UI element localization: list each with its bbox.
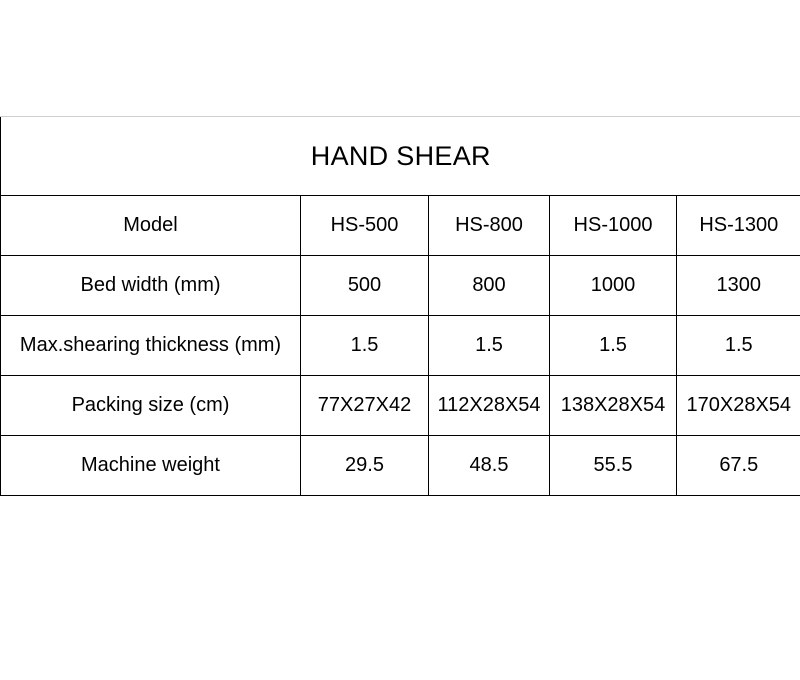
table-cell: 1000: [550, 256, 677, 316]
table-row-machine-weight: [1, 436, 800, 496]
table-cell: HS-1000: [550, 196, 677, 256]
spec-table: [0, 116, 800, 496]
title-row: [1, 117, 800, 196]
table-cell: 800: [429, 256, 550, 316]
table-row-packing-size: [1, 376, 800, 436]
table-cell: 1.5: [301, 316, 429, 376]
table-cell: 48.5: [429, 436, 550, 496]
row-label: Packing size (cm): [1, 376, 301, 436]
table-row-bed-width: [1, 256, 800, 316]
row-label: Bed width (mm): [1, 256, 301, 316]
table-cell: HS-500: [301, 196, 429, 256]
row-label: Machine weight: [1, 436, 301, 496]
table-cell: 500: [301, 256, 429, 316]
row-label: Model: [1, 196, 301, 256]
row-label: Max.shearing thickness (mm): [1, 316, 301, 376]
table-title: HAND SHEAR: [1, 117, 800, 196]
table-cell: 67.5: [677, 436, 800, 496]
table-cell: 29.5: [301, 436, 429, 496]
table-cell: 1300: [677, 256, 800, 316]
table-cell: HS-800: [429, 196, 550, 256]
table-cell: 1.5: [677, 316, 800, 376]
table-cell: 1.5: [429, 316, 550, 376]
table-cell: 1.5: [550, 316, 677, 376]
table-cell: 138X28X54: [550, 376, 677, 436]
table-cell: 77X27X42: [301, 376, 429, 436]
table-row-model: [1, 196, 800, 256]
table-cell: 170X28X54: [677, 376, 800, 436]
table-row-max-thickness: [1, 316, 800, 376]
table-cell: 55.5: [550, 436, 677, 496]
table-cell: 112X28X54: [429, 376, 550, 436]
table-cell: HS-1300: [677, 196, 800, 256]
